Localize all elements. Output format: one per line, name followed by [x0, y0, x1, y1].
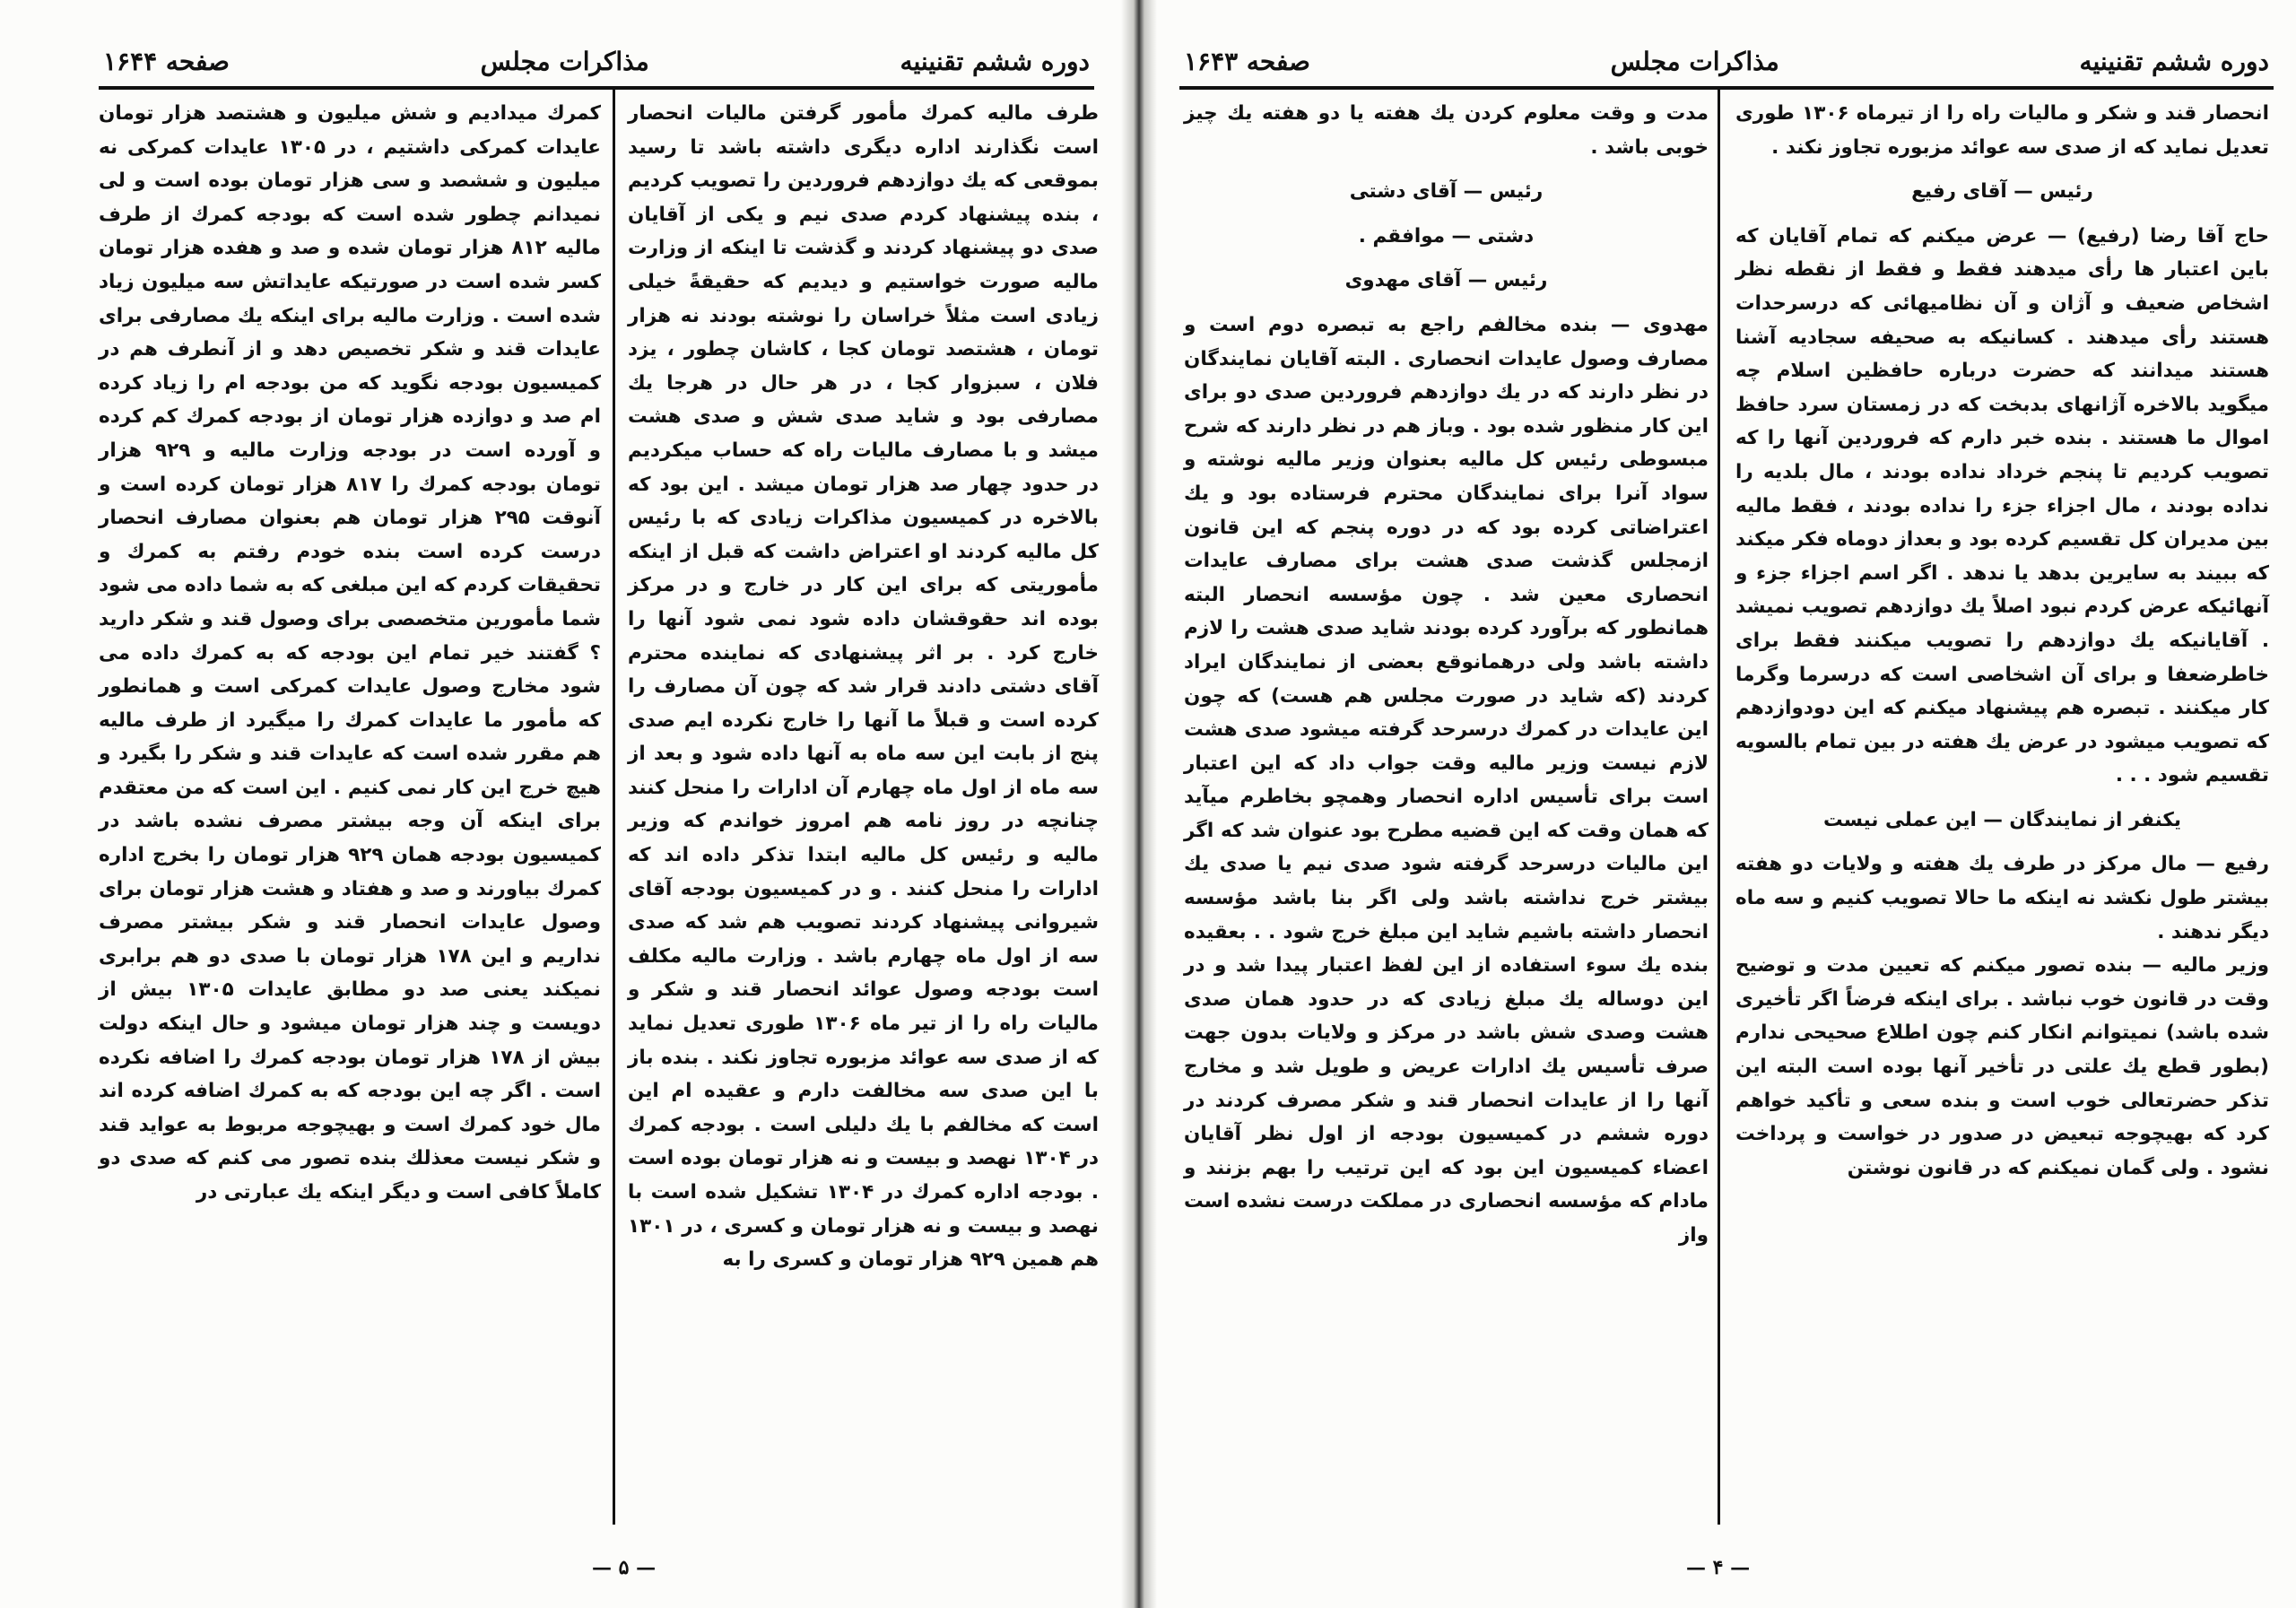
left-page-right-column — [628, 97, 1099, 1277]
paragraph: کمرك میدادیم و شش میلیون و هشتصد هزار تومان عایدات کمرکی داشتیم ، در ۱۳۰۵ عایدات کمرکی نه میلیون و ششصد و سی هزار تومان بوده است و لی نمیدانم چطور شده است که بودجه کمرك از طرف مالیه ۸۱۲ هزار تومان شده و صد و هفده هزار تومان کسر شده است در صورتیکه عایداتش سه میلیون زیاد شده است . وزارت مالیه برای اینکه یك مصارفی برای عایدات قند و شکر تخصیص دهد و از آنطرف هم در کمیسیون بودجه نگوید که من بودجه ام را زیاد کرده ام صد و دوازده هزار تومان از بودجه کمرك کم کرده و آورده است در بودجه وزارت مالیه و ۹۲۹ هزار تومان بودجه کمرك را ۸۱۷ هزار تومان کرده است و آنوقت ۲۹۵ هزار تومان هم بعنوان مصارف انحصار درست کرده است بنده خودم رفتم به کمرك و تحقیقات کردم که این مبلغی که به شما داده می شود شما مأمورین متخصصی برای وصول قند و شکر دارید ؟ گفتند خیر تمام این بودجه که به کمرك داده می شود مخارج وصول عایدات کمرکی است و همانطور که مأمور ما عایدات کمرك را میگیرد از طرف مالیه هم مقرر شده است که عایدات قند و شکر را بگیرد و هیچ خرج این کار نمی کنیم . این است که من معتقدم برای اینکه آن وجه بیشتر مصرف نشده باشد در کمیسیون بودجه همان ۹۲۹ هزار تومان را بخرج اداره کمرك بیاورند و صد و هفتاد و هشت هزار تومان برای وصول عایدات انحصار قند و شکر بیشتر مصرف نداریم و این ۱۷۸ هزار تومان با صدی دو هم برابری نمیکند یعنی صد دو مطابق عایدات ۱۳۰۵ بیش از دویست و چند هزار تومان میشود و حال اینکه دولت بیش از ۱۷۸ هزار تومان بودجه کمرك را اضافه نکرده است . اگر چه این بودجه که به کمرك اضافه کرده اند مال خود کمرك است و بهیچوجه مربوط به عواید قند و شکر نیست معذلك بنده تصور می کنم که صدی دو کاملاً کافی است و دیگر اینکه یك عبارتی در — [99, 102, 602, 1204]
interjection: یکنفر از نمایندگان — این عملی نیست — [1822, 808, 2182, 831]
right-header-rule — [1179, 86, 2274, 90]
left-page-session: دوره ششم تقنینیه — [900, 46, 1090, 76]
left-page-number: صفحه ۱۶۴۴ — [103, 46, 230, 76]
right-page-header — [1184, 39, 2269, 83]
book-gutter — [1121, 0, 1157, 1608]
paragraph: حاج آقا رضا (رفیع) — عرض میکنم که تمام آقایان که باین اعتبار ها رأی میدهند فقط و فقط از نقطه نظر اشخاص ضعیف و آژان و آن نظامیهائی که درسرحدات هستند رأی میدهند . کسانیکه به صحیفه سجادیه آشنا هستند میدانند که حضرت درباره حافظین اسلام چه میگوید بالاخره آژانهای بدبخت که در زمستان سرد حافظ اموال ما هستند . بنده خبر دارم که فروردین آنها را که تصویب کردیم تا پنجم خرداد نداده بودند ، مال بلدیه را نداده بودند ، مال اجزاء جزء را نداده بودند ، فقط مالیه بین مدیران کل تقسیم کرده بود و بعداز دوماه فکر میکند که ببیند به سایرین بدهد یا ندهد . اگر اسم اجزاء جزء و آنهائیکه عرض کردم نبود اصلاً یك دوازدهم تصویب نمیشد . آقایانیکه یك دوازدهم را تصویب میکنند فقط برای خاطرضعفا و برای آن اشخاصی است که درسرما وگرما کار میکنند . تبصره هم پیشنهاد میکنم که این دودوازدهم که تصویب میشود در عرض یك هفته در بین تمام بالسویه تقسیم شود . . . — [1735, 224, 2269, 787]
speaker-heading: رئیس — آقای رفیع — [1911, 180, 2093, 204]
right-page-left-column — [1184, 97, 1709, 1253]
paragraph: طرف مالیه کمرك مأمور گرفتن مالیات انحصار است نگذارند اداره دیگری داشته باشد تا رسید بموقعی که یك دوازدهم فروردین را تصویب کردیم ، بنده پیشنهاد کردم صدی نیم و یکی از آقایان صدی دو پیشنهاد کردند و گذشت تا اینکه از وزارت مالیه صورت خواستیم و دیدیم که حقیقةً خیلی زیادی است مثلاً خراسان را نوشته بودند نه هزار تومان ، هشتصد تومان کجا ، کاشان چطور ، یزد فلان ، سبزوار کجا ، در هر حال در هرجا یك مصارفی بود و شاید صدی شش و صدی هشت میشد و با مصارف مالیات راه که حساب میکردیم در حدود چهار صد هزار تومان میشد . این بود که بالاخره در کمیسیون مذاکرات زیادی که با رئیس کل مالیه کردند او اعتراض داشت که قبل از اینکه مأموریتی که برای این کار در خارج و در مرکز بوده اند حقوقشان داده شود نمی شود آنها را خارج کرد . بر اثر پیشنهادی که نماینده محترم آقای دشتی دادند قرار شد که چون آن مصارف را کرده است و قبلاً ما آنها را خارج نکرده ایم صدی پنج از بابت این سه ماه به آنها داده شود و بعد از سه ماه از اول ماه چهارم آن ادارات را منحل کنند چنانچه در روز نامه هم امروز خواندم که وزیر مالیه و رئیس کل مالیه ابتدا تذکر داده اند که ادارات را منحل کنند . و در کمیسیون بودجه آقای شیروانی پیشنهاد کردند تصویب هم شد که صدی سه از اول ماه چهارم باشد . وزارت مالیه مکلف است بودجه وصول عوائد انحصار قند و شکر و مالیات راه را از تیر ماه ۱۳۰۶ طوری تعدیل نماید که از صدی سه عوائد مزبوره تجاوز نکند . بنده باز با این صدی سه مخالفت دارم و عقیده ام این است که مخالفم با یك دلیلی است . بودجه کمرك در ۱۳۰۴ نهصد و بیست و نه هزار تومان بوده است . بودجه اداره کمرك در ۱۳۰۴ تشکیل شده است با نهصد و بیست و نه هزار تومان و کسری ، در ۱۳۰۱ هم همین ۹۲۹ هزار تومان و کسری را به — [628, 102, 1099, 1272]
right-page-folio: — ۴ — — [1686, 1556, 1751, 1579]
left-page-title: مذاكرات مجلس — [480, 46, 649, 76]
right-page-right-column — [1735, 97, 2269, 1185]
paragraph: مهدوی — بنده مخالفم راجع به تبصره دوم است و مصارف وصول عایدات انحصاری . البته آقایان نمایندگان در نظر دارند که در یك دوازدهم فروردین صدی دو برای این کار منظور شده بود . وباز هم در نظر دارند که شرح مبسوطی رئیس کل مالیه بعنوان وزیر مالیه نوشته و سواد آنرا برای نمایندگان محترم فرستاده بود و یك اعتراضاتی کرده بود که در دوره پنجم که این قانون ازمجلس گذشت صدی هشت برای مصارف عایدات انحصاری معین شد . چون مؤسسه انحصار البته همانطور که برآورد کرده بودند شاید صدی هشت را لازم داشته باشد ولی درهمانوقع بعضی از نمایندگان ایراد کردند (که شاید در صورت مجلس هم هست) که چون این عایدات در کمرك درسرحد گرفته میشود صدی هشت لازم نیست وزیر مالیه وقت جواب داد که این اعتبار است برای تأسیس اداره انحصار وهمچو بخاطرم میآید که همان وقت که این قضیه مطرح بود عنوان شد که اگر این مالیات درسرحد گرفته شود صدی نیم یا صدی یك بیشتر خرج نداشته باشد ولی اگر بنا باشد مؤسسه انحصار داشته باشیم شاید این مبلغ خرج شود . . بعقیده بنده یك سوء استفاده از این لفظ اعتبار پیدا شد و در این دوساله یك مبلغ زیادی که در حدود همان صدی هشت وصدی شش باشد در مرکز و ولایات بدون جهت صرف تأسیس یك ادارات عریض و طویل شد و مخارج آنها را از عایدات انحصار قند و شکر مصرف کردند در دوره ششم در کمیسیون بودجه از اول نظر آقایان اعضاء کمیسیون این بود که این ترتیب را بهم بزنند و مادام که مؤسسه انحصاری در مملکت درست نشده است واز — [1184, 313, 1709, 1247]
paragraph: مدت و وقت معلوم کردن یك هفته یا دو هفته یك چیز خوبی باشد . — [1184, 102, 1709, 159]
left-page — [0, 0, 1132, 1608]
right-column-divider — [1718, 90, 1720, 1525]
left-page-header — [103, 39, 1090, 83]
paragraph: انحصار قند و شکر و مالیات راه را از تیرماه ۱۳۰۶ طوری تعدیل نماید که از صدی سه عوائد مزبوره تجاوز نکند . — [1735, 102, 2269, 159]
paragraph: رفیع — مال مرکز در طرف یك هفته و ولایات دو هفته بیشتر طول نکشد نه اینکه ما حالا تصویب کنیم و سه ماه دیگر ندهند . — [1735, 853, 2269, 943]
right-page — [1157, 0, 2296, 1608]
speaker-heading: رئیس — آقای دشتی — [1349, 180, 1544, 204]
paragraph: وزیر مالیه — بنده تصور میکنم که تعیین مدت و توضیح وقت در قانون خوب نباشد . برای اینکه فرضاً اگر تأخیری شده باشد) نمیتوانم انکار کنم چون اطلاع صحیحی ندارم (بطور قطع یك علتی در تأخیر آنها بوده است البته این تذکر حضرتعالی خوب است و بنده سعی و تأکید خواهم کرد که بهیچوجه تبعیض در صدور در خواست و پرداخت نشود . ولی گمان نمیکنم که در قانون نوشتن — [1735, 954, 2269, 1179]
left-page-folio: — ۵ — — [592, 1556, 657, 1579]
left-header-rule — [99, 86, 1094, 90]
paragraph: دشتی — موافقم . — [1358, 224, 1535, 248]
right-page-session: دوره ششم تقنینیه — [2079, 46, 2269, 76]
left-column-divider — [613, 90, 615, 1525]
right-page-title: مذاكرات مجلس — [1610, 46, 1779, 76]
right-page-number: صفحه ۱۶۴۳ — [1184, 46, 1310, 76]
left-page-left-column — [99, 97, 601, 1210]
speaker-heading: رئیس — آقای مهدوی — [1344, 269, 1548, 292]
